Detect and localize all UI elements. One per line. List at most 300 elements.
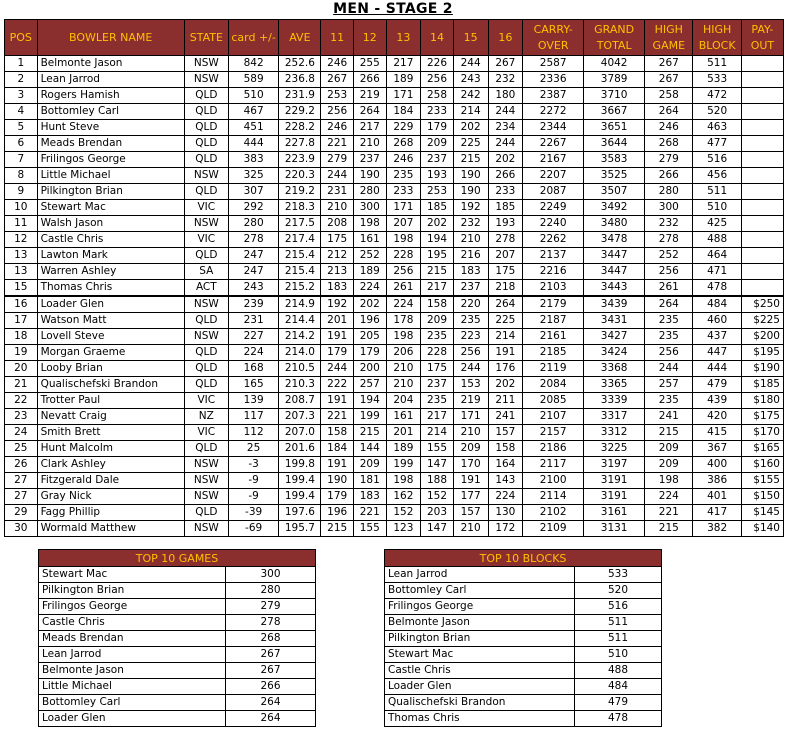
cell-ave: 208.7	[279, 393, 321, 409]
cell-high-block: 367	[693, 441, 741, 457]
cell-pos: 23	[5, 409, 38, 425]
score-value: 488	[575, 663, 662, 679]
cell-card: 292	[228, 200, 278, 216]
cell-carry-over: 2179	[523, 296, 584, 313]
cell-bowler-name: Belmonte Jason	[37, 56, 184, 72]
cell-g12: 179	[353, 345, 386, 361]
cell-ave: 199.8	[279, 457, 321, 473]
cell-pay-out	[741, 56, 783, 72]
cell-pay-out: $150	[741, 489, 783, 505]
list-item	[39, 583, 316, 599]
cell-pay-out: $160	[741, 457, 783, 473]
list-item	[39, 599, 316, 615]
cell-high-block: 464	[693, 248, 741, 264]
cell-g14: 217	[421, 409, 454, 425]
cell-state: NSW	[184, 521, 228, 537]
cell-carry-over: 2119	[523, 361, 584, 377]
cell-state: VIC	[184, 425, 228, 441]
cell-high-block: 401	[693, 489, 741, 505]
cell-bowler-name: Clark Ashley	[37, 457, 184, 473]
cell-state: QLD	[184, 345, 228, 361]
cell-pay-out	[741, 248, 783, 264]
bowler-name: Bottomley Carl	[385, 583, 575, 599]
cell-high-block: 415	[693, 425, 741, 441]
bowler-name: Meads Brendan	[39, 631, 226, 647]
cell-ave: 207.0	[279, 425, 321, 441]
cell-bowler-name: Watson Matt	[37, 313, 184, 329]
cell-g11: 267	[321, 72, 354, 88]
cell-ave: 228.2	[279, 120, 321, 136]
table-row	[5, 72, 784, 88]
cell-state: QLD	[184, 441, 228, 457]
cell-pay-out: $175	[741, 409, 783, 425]
cell-high-block: 439	[693, 393, 741, 409]
cell-high-block: 471	[693, 264, 741, 280]
cell-high-game: 215	[645, 521, 693, 537]
cell-state: NSW	[184, 296, 228, 313]
cell-high-block: 425	[693, 216, 741, 232]
cell-grand-total: 3131	[584, 521, 645, 537]
cell-g12: 257	[353, 377, 386, 393]
score-value: 264	[226, 711, 316, 727]
top-games-table	[38, 549, 316, 727]
cell-ave: 207.3	[279, 409, 321, 425]
cell-g14: 214	[421, 425, 454, 441]
cell-pay-out	[741, 104, 783, 120]
cell-g13: 206	[386, 345, 421, 361]
cell-grand-total: 3651	[584, 120, 645, 136]
table-row	[5, 264, 784, 280]
table-row	[5, 505, 784, 521]
cell-grand-total: 3368	[584, 361, 645, 377]
cell-state: QLD	[184, 313, 228, 329]
cell-state: VIC	[184, 393, 228, 409]
score-value: 511	[575, 631, 662, 647]
bowler-name: Castle Chris	[39, 615, 226, 631]
score-value: 484	[575, 679, 662, 695]
cell-pos: 27	[5, 473, 38, 489]
column-header-pos: POS	[5, 20, 38, 56]
cell-card: -3	[228, 457, 278, 473]
cell-g11: 256	[321, 104, 354, 120]
list-item	[385, 695, 662, 711]
cell-pos: 17	[5, 313, 38, 329]
cell-bowler-name: Looby Brian	[37, 361, 184, 377]
list-item	[385, 647, 662, 663]
cell-carry-over: 2216	[523, 264, 584, 280]
cell-card: 510	[228, 88, 278, 104]
cell-bowler-name: Gray Nick	[37, 489, 184, 505]
cell-g14: 147	[421, 521, 454, 537]
cell-pay-out	[741, 152, 783, 168]
table-row	[5, 329, 784, 345]
cell-carry-over: 2114	[523, 489, 584, 505]
table-row	[5, 441, 784, 457]
cell-g13: 152	[386, 505, 421, 521]
cell-g16: 267	[488, 56, 523, 72]
cell-g16: 233	[488, 184, 523, 200]
cell-ave: 215.4	[279, 248, 321, 264]
table-row	[5, 136, 784, 152]
cell-g11: 179	[321, 489, 354, 505]
table-row	[5, 457, 784, 473]
cell-ave: 195.7	[279, 521, 321, 537]
cell-grand-total: 3507	[584, 184, 645, 200]
cell-card: 139	[228, 393, 278, 409]
cell-g11: 179	[321, 345, 354, 361]
cell-high-game: 280	[645, 184, 693, 200]
bowler-name: Loader Glen	[385, 679, 575, 695]
cell-g11: 196	[321, 505, 354, 521]
score-value: 478	[575, 711, 662, 727]
cell-bowler-name: Fagg Phillip	[37, 505, 184, 521]
table-row	[5, 345, 784, 361]
cell-high-block: 511	[693, 56, 741, 72]
cell-pay-out	[741, 88, 783, 104]
cell-g16: 175	[488, 264, 523, 280]
cell-grand-total: 3525	[584, 168, 645, 184]
cell-high-game: 198	[645, 473, 693, 489]
table-row	[5, 152, 784, 168]
cell-g15: 171	[453, 409, 488, 425]
cell-carry-over: 2387	[523, 88, 584, 104]
cell-pay-out	[741, 184, 783, 200]
cell-state: QLD	[184, 505, 228, 521]
cell-g15: 220	[453, 296, 488, 313]
cell-ave: 219.2	[279, 184, 321, 200]
cell-pos: 19	[5, 345, 38, 361]
cell-ave: 215.2	[279, 280, 321, 297]
bowler-name: Bottomley Carl	[39, 695, 226, 711]
cell-g16: 130	[488, 505, 523, 521]
cell-g14: 194	[421, 232, 454, 248]
cell-g11: 221	[321, 409, 354, 425]
cell-pos: 26	[5, 457, 38, 473]
table-row	[5, 248, 784, 264]
column-header-card: card +/-	[228, 20, 278, 56]
cell-g16: 202	[488, 152, 523, 168]
cell-grand-total: 3447	[584, 264, 645, 280]
cell-card: 239	[228, 296, 278, 313]
bowler-name: Pilkington Brian	[385, 631, 575, 647]
cell-g14: 235	[421, 329, 454, 345]
column-header-state: STATE	[184, 20, 228, 56]
cell-pay-out: $200	[741, 329, 783, 345]
cell-state: NSW	[184, 168, 228, 184]
column-header-g15: 15	[453, 20, 488, 56]
cell-pos: 25	[5, 441, 38, 457]
cell-card: 325	[228, 168, 278, 184]
cell-pos: 16	[5, 296, 38, 313]
cell-grand-total: 3431	[584, 313, 645, 329]
cell-ave: 214.9	[279, 296, 321, 313]
cell-state: NSW	[184, 329, 228, 345]
cell-card: -69	[228, 521, 278, 537]
cell-card: 278	[228, 232, 278, 248]
cell-g16: 232	[488, 72, 523, 88]
cell-high-block: 386	[693, 473, 741, 489]
list-item	[385, 615, 662, 631]
cell-g11: 244	[321, 361, 354, 377]
cell-pay-out	[741, 120, 783, 136]
cell-g16: 266	[488, 168, 523, 184]
cell-high-game: 241	[645, 409, 693, 425]
cell-high-game: 267	[645, 56, 693, 72]
cell-g12: 266	[353, 72, 386, 88]
cell-high-block: 437	[693, 329, 741, 345]
cell-state: QLD	[184, 184, 228, 200]
column-header-high-block: HIGH BLOCK	[693, 20, 741, 56]
cell-state: NSW	[184, 72, 228, 88]
cell-grand-total: 3492	[584, 200, 645, 216]
cell-high-block: 463	[693, 120, 741, 136]
cell-g13: 199	[386, 457, 421, 473]
cell-g13: 229	[386, 120, 421, 136]
cell-g15: 215	[453, 152, 488, 168]
cell-carry-over: 2157	[523, 425, 584, 441]
cell-high-block: 447	[693, 345, 741, 361]
cell-g15: 243	[453, 72, 488, 88]
cell-g12: 221	[353, 505, 386, 521]
cell-carry-over: 2336	[523, 72, 584, 88]
cell-ave: 214.4	[279, 313, 321, 329]
cell-g15: 190	[453, 168, 488, 184]
cell-g11: 222	[321, 377, 354, 393]
cell-g15: 157	[453, 505, 488, 521]
cell-high-game: 261	[645, 280, 693, 297]
cell-g14: 202	[421, 216, 454, 232]
cell-g14: 228	[421, 345, 454, 361]
bowler-name: Frilingos George	[39, 599, 226, 615]
cell-g16: 176	[488, 361, 523, 377]
cell-g15: 225	[453, 136, 488, 152]
cell-grand-total: 3644	[584, 136, 645, 152]
cell-pos: 13	[5, 264, 38, 280]
cell-pos: 20	[5, 361, 38, 377]
cell-pay-out	[741, 168, 783, 184]
cell-g16: 244	[488, 104, 523, 120]
cell-carry-over: 2272	[523, 104, 584, 120]
cell-g16: 264	[488, 296, 523, 313]
cell-g13: 189	[386, 441, 421, 457]
cell-g13: 256	[386, 264, 421, 280]
cell-grand-total: 3197	[584, 457, 645, 473]
cell-card: 451	[228, 120, 278, 136]
cell-bowler-name: Castle Chris	[37, 232, 184, 248]
cell-g11: 244	[321, 168, 354, 184]
cell-grand-total: 3667	[584, 104, 645, 120]
cell-card: 117	[228, 409, 278, 425]
cell-bowler-name: Qualischefski Brandon	[37, 377, 184, 393]
cell-g16: 234	[488, 120, 523, 136]
cell-high-block: 488	[693, 232, 741, 248]
cell-grand-total: 3427	[584, 329, 645, 345]
cell-g11: 213	[321, 264, 354, 280]
cell-high-block: 533	[693, 72, 741, 88]
cell-grand-total: 3710	[584, 88, 645, 104]
cell-g12: 190	[353, 168, 386, 184]
cell-g11: 191	[321, 393, 354, 409]
table-row	[5, 521, 784, 537]
cell-state: QLD	[184, 377, 228, 393]
cell-pay-out: $250	[741, 296, 783, 313]
table-row	[5, 88, 784, 104]
bowler-name: Castle Chris	[385, 663, 575, 679]
cell-carry-over: 2085	[523, 393, 584, 409]
cell-pay-out: $145	[741, 505, 783, 521]
cell-high-block: 456	[693, 168, 741, 184]
cell-g13: 268	[386, 136, 421, 152]
cell-state: QLD	[184, 248, 228, 264]
list-item	[385, 631, 662, 647]
cell-g15: 235	[453, 313, 488, 329]
cell-g16: 191	[488, 345, 523, 361]
cell-g13: 198	[386, 473, 421, 489]
cell-card: -9	[228, 473, 278, 489]
score-value: 516	[575, 599, 662, 615]
cell-g13: 210	[386, 361, 421, 377]
cell-g11: 253	[321, 88, 354, 104]
cell-g16: 224	[488, 489, 523, 505]
cell-g13: 178	[386, 313, 421, 329]
cell-bowler-name: Nevatt Craig	[37, 409, 184, 425]
cell-carry-over: 2102	[523, 505, 584, 521]
score-value: 279	[226, 599, 316, 615]
score-value: 479	[575, 695, 662, 711]
cell-state: NSW	[184, 457, 228, 473]
table-row	[5, 377, 784, 393]
table-row	[5, 313, 784, 329]
score-value: 511	[575, 615, 662, 631]
cell-g12: 196	[353, 313, 386, 329]
cell-card: 25	[228, 441, 278, 457]
score-value: 266	[226, 679, 316, 695]
page-title: MEN - STAGE 2	[333, 1, 453, 17]
cell-state: VIC	[184, 200, 228, 216]
cell-g14: 155	[421, 441, 454, 457]
column-header-grand-total: GRAND TOTAL	[584, 20, 645, 56]
cell-g12: 209	[353, 457, 386, 473]
cell-high-game: 235	[645, 393, 693, 409]
cell-pay-out: $155	[741, 473, 783, 489]
cell-g15: 242	[453, 88, 488, 104]
bowler-name: Lean Jarrod	[385, 567, 575, 583]
cell-g11: 190	[321, 473, 354, 489]
cell-high-block: 417	[693, 505, 741, 521]
top-blocks-table	[384, 549, 662, 727]
score-value: 267	[226, 663, 316, 679]
cell-g15: 183	[453, 264, 488, 280]
cell-grand-total: 3339	[584, 393, 645, 409]
cell-high-game: 268	[645, 136, 693, 152]
cell-g15: 223	[453, 329, 488, 345]
cell-high-game: 232	[645, 216, 693, 232]
cell-pos: 11	[5, 216, 38, 232]
cell-card: 243	[228, 280, 278, 297]
table-row	[5, 425, 784, 441]
cell-g15: 219	[453, 393, 488, 409]
score-value: 278	[226, 615, 316, 631]
cell-g16: 143	[488, 473, 523, 489]
cell-grand-total: 3443	[584, 280, 645, 297]
score-value: 264	[226, 695, 316, 711]
cell-g14: 203	[421, 505, 454, 521]
cell-card: 247	[228, 264, 278, 280]
bowler-name: Lean Jarrod	[39, 647, 226, 663]
cell-g13: 201	[386, 425, 421, 441]
cell-carry-over: 2267	[523, 136, 584, 152]
cell-grand-total: 3317	[584, 409, 645, 425]
cell-g16: 157	[488, 425, 523, 441]
cell-state: VIC	[184, 232, 228, 248]
cell-ave: 217.5	[279, 216, 321, 232]
cell-g11: 175	[321, 232, 354, 248]
cell-carry-over: 2117	[523, 457, 584, 473]
cell-g15: 244	[453, 361, 488, 377]
cell-carry-over: 2240	[523, 216, 584, 232]
cell-pos: 8	[5, 168, 38, 184]
cell-g14: 215	[421, 264, 454, 280]
cell-high-block: 479	[693, 377, 741, 393]
cell-ave: 197.6	[279, 505, 321, 521]
cell-g12: 183	[353, 489, 386, 505]
cell-grand-total: 4042	[584, 56, 645, 72]
cell-g12: 198	[353, 216, 386, 232]
cell-g11: 210	[321, 200, 354, 216]
cell-state: QLD	[184, 136, 228, 152]
cell-g12: 194	[353, 393, 386, 409]
cell-high-block: 510	[693, 200, 741, 216]
cell-ave: 223.9	[279, 152, 321, 168]
cell-ave: 229.2	[279, 104, 321, 120]
cell-high-game: 278	[645, 232, 693, 248]
score-value: 268	[226, 631, 316, 647]
cell-pos: 4	[5, 104, 38, 120]
cell-bowler-name: Stewart Mac	[37, 200, 184, 216]
cell-high-game: 257	[645, 377, 693, 393]
cell-grand-total: 3424	[584, 345, 645, 361]
cell-g13: 184	[386, 104, 421, 120]
cell-g16: 218	[488, 280, 523, 297]
cell-bowler-name: Warren Ashley	[37, 264, 184, 280]
table-row	[5, 200, 784, 216]
cell-card: 280	[228, 216, 278, 232]
table-row	[5, 473, 784, 489]
cell-pos: 15	[5, 280, 38, 297]
top-blocks-title: TOP 10 BLOCKS	[385, 550, 662, 567]
cell-high-block: 516	[693, 152, 741, 168]
cell-ave: 218.3	[279, 200, 321, 216]
cell-g12: 215	[353, 425, 386, 441]
column-header-bowler-name: BOWLER NAME	[37, 20, 184, 56]
cell-card: 227	[228, 329, 278, 345]
cell-high-block: 460	[693, 313, 741, 329]
cell-card: 444	[228, 136, 278, 152]
cell-pay-out	[741, 280, 783, 297]
cell-high-block: 520	[693, 104, 741, 120]
cell-state: SA	[184, 264, 228, 280]
cell-high-block: 478	[693, 280, 741, 297]
cell-carry-over: 2100	[523, 473, 584, 489]
cell-g13: 123	[386, 521, 421, 537]
cell-g13: 217	[386, 56, 421, 72]
cell-g14: 258	[421, 88, 454, 104]
table-row	[5, 56, 784, 72]
bowler-name: Qualischefski Brandon	[385, 695, 575, 711]
cell-carry-over: 2249	[523, 200, 584, 216]
cell-ave: 252.6	[279, 56, 321, 72]
cell-pay-out: $165	[741, 441, 783, 457]
